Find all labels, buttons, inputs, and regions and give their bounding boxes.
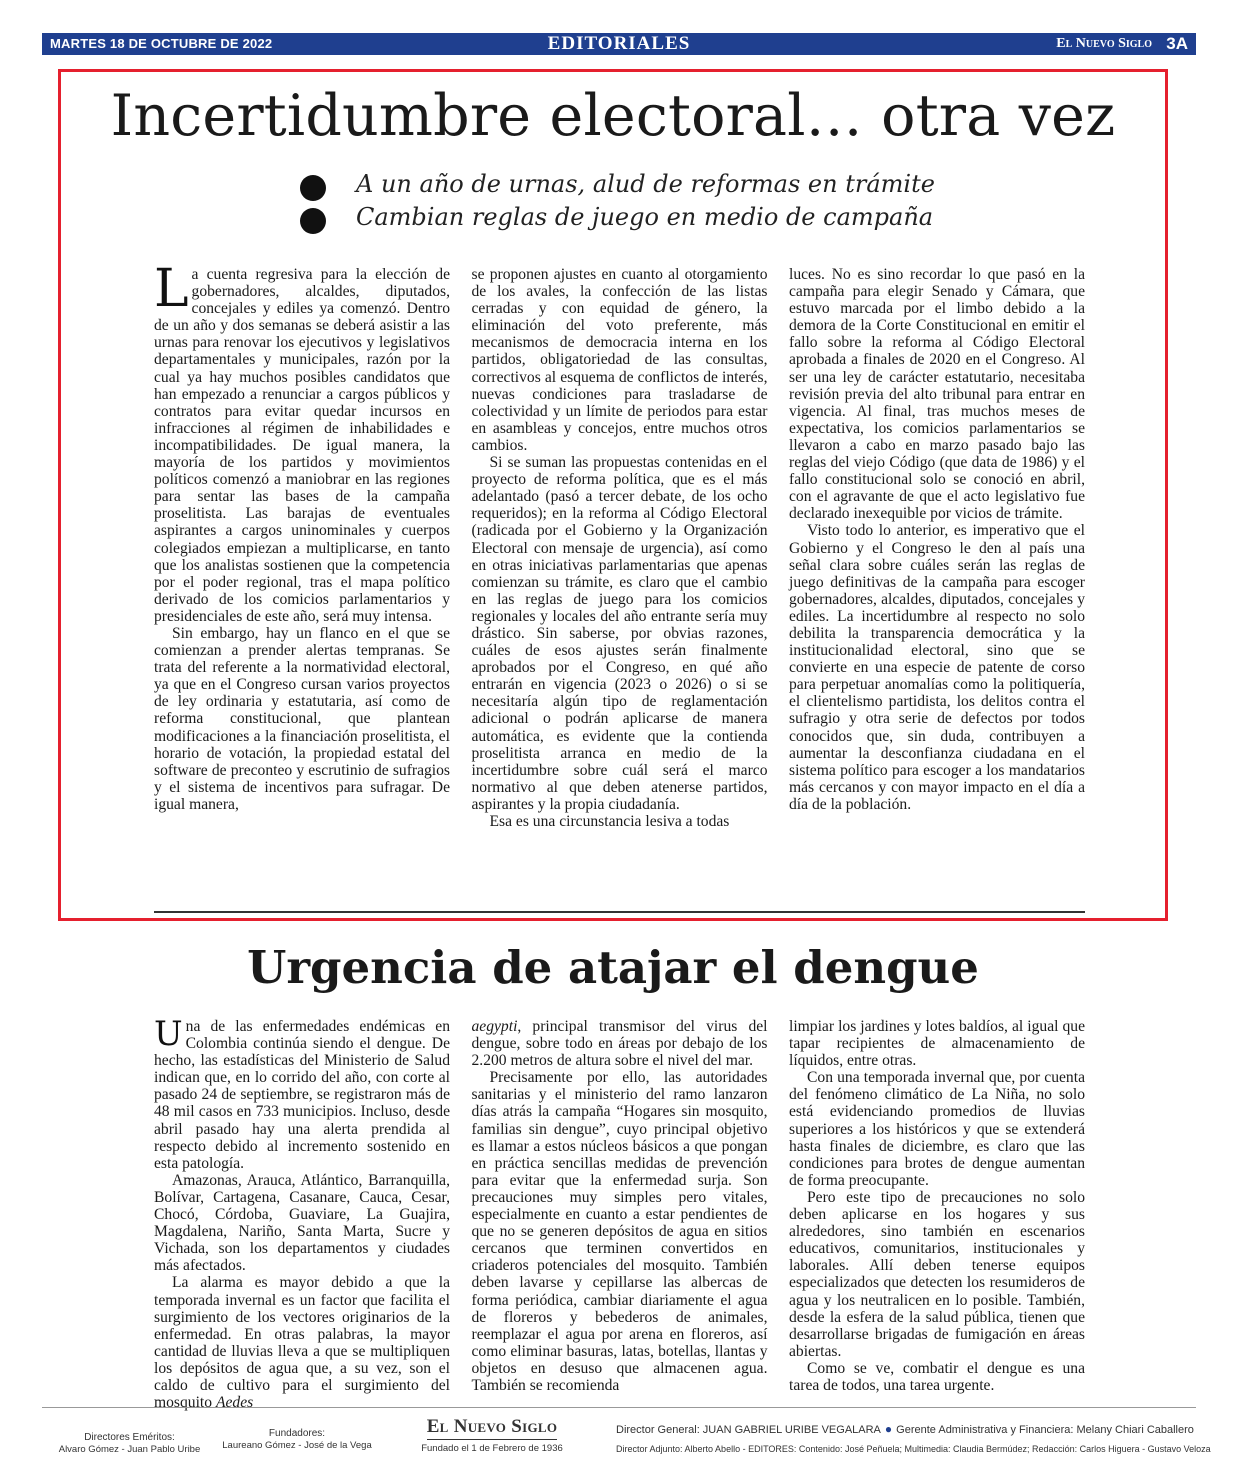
subhead-2-text: Cambian reglas de juego en medio de campaña bbox=[356, 203, 934, 231]
paragraph: Amazonas, Arauca, Atlántico, Barranquilla, Bolívar, Cartagena, Casanare, Cauca, Cesar, Chocó, Córdoba, Guaviare, La Guajira, Magdalena, Nariño, Santa Marta, Sucre y Vichada, son los departamentos y ciudades más afectados. bbox=[154, 1171, 450, 1275]
paragraph: limpiar los jardines y lotes baldíos, al igual que tapar recipientes de almacenamiento de líquidos, entre otras. bbox=[789, 1018, 1085, 1070]
editorial-1-column-1 bbox=[154, 259, 450, 891]
paragraph bbox=[472, 1018, 768, 1069]
emeritus-label: Directores Eméritos: bbox=[84, 1432, 175, 1443]
editorial-2-body bbox=[154, 1014, 1085, 1412]
paragraph: Precisamente por ello, las autoridades sanitarias y el ministerio del ramo lanzaron días atrás la campaña “Hogares sin mosquito, familias sin dengue”, cuyo principal objetivo es llamar a estos núcleos básicos a que pongan en práctica sencillas medidas de prevención para evitar que la enfermedad surja. Son precauciones muy simples pero vitales, especialmente en cuanto a estar pendientes de que no se generen depósitos de agua en sitios cercanos que terminen convertidos en criaderos potenciales del mosquito. También deben lavarse y cepillarse las albercas de forma periódica, cambiar diariamente el agua de floreros y bebederos de animales, reemplazar el agua por arena en floreros, así como eliminar basuras, latas, botellas, llantas y objetos en desuso que almacenen agua. También se recomienda bbox=[471, 1069, 768, 1394]
editorial-1-body bbox=[154, 259, 1085, 891]
founders-names: Laureano Gómez - José de la Vega bbox=[222, 1440, 372, 1451]
paragraph: Esa es una circunstancia lesiva a todas bbox=[489, 813, 730, 830]
editorial-1-column-2 bbox=[472, 266, 768, 891]
editorial-1-headline: Incertidumbre electoral… otra vez bbox=[110, 83, 1116, 149]
editorial-2-headline: Urgencia de atajar el dengue bbox=[247, 941, 979, 994]
staff-row-1 bbox=[616, 1420, 1196, 1440]
staff-credits bbox=[616, 1420, 1211, 1459]
paragraph: Visto todo lo anterior, es imperativo que el Gobierno y el Congreso le den al país una señal clara sobre cuáles serán las reglas de juego definitivas de la campaña para escoger gobernadores, alcaldes, diputados, concejales y ediles. La incertidumbre al respecto no solo debilita la transparencia democrática y la institucionalidad electoral, sino que se convierte en una especie de patente de corso para perpetuar anomalías como la politiquería, el clientelismo partidista, los delitos contra el sufragio y otra serie de defectos por todos conocidos que, sin duda, contribuyen a aumentar la desconfianza ciudadana en el sistema político para escoger a los mandatarios más cercanos y con mayor impacto en el día a día de la población. bbox=[789, 522, 1085, 813]
drop-cap: U bbox=[154, 1014, 183, 1054]
founders-label: Fundadores: bbox=[268, 1428, 326, 1439]
paragraph: luces. No es sino recordar lo que pasó en la campaña para elegir Senado y Cámara, que estuvo marcada por el limbo debido a la demora de la Corte Constitucional en emitir el fallo sobre la reforma al Código Electoral aprobada a finales de 2020 en el Congreso. Al ser una ley de carácter estatutario, necesitaba revisión previa del alto tribunal para entrar en vigencia. Al final, tras muchos meses de expectativa, los comicios parlamentarios se llevaron a cabo en marzo pasado bajo las reglas del viejo Código (que data de 1986) y el fallo constitucional solo se conoció en abril, con el agravante de que el acto legislativo fue declarado inexequible por vicios de trámite. bbox=[789, 266, 1085, 523]
paragraph: Pero este tipo de precauciones no solo deben aplicarse en los hogares y sus alrededores, sino también en escenarios educativos, comunitarios, institucionales y laborales. Allí deben tenerse equipos especializados que detecten los resumideros de agua y los neutralicen en lo posible. También, desde la esfera de la salud pública, tienen que desarrollarse brigadas de fumigación en áreas abiertas. bbox=[789, 1188, 1085, 1360]
editorial-2-column-3 bbox=[789, 1018, 1085, 1394]
subhead-1 bbox=[300, 168, 1000, 201]
masthead-footer bbox=[42, 1407, 1211, 1457]
paragraph: Sin embargo, hay un flanco en el que se comienzan a prender alertas tempranas. Se trata del referente a la normatividad electoral, ya que en el Congreso cursan varios proyectos de ley ordinaria y estatutaria, así como de reforma constitucional, que plantean modificaciones a la financiación proselitista, el horario de votación, la propiedad estatal del software de preconteo y escrutinio de sufragios y el sistema de incentivos para sufragar. De igual manera, bbox=[154, 624, 450, 813]
bullet-icon bbox=[300, 175, 326, 201]
director-general: Director General: JUAN GABRIEL URIBE VEGALARA bbox=[616, 1424, 881, 1436]
newspaper-name: El Nuevo Siglo bbox=[1056, 36, 1152, 51]
paragraph bbox=[154, 1274, 450, 1411]
editorial-2-column-2 bbox=[471, 1018, 768, 1394]
emeritus-directors bbox=[42, 1432, 217, 1456]
paragraph-text: , principal transmisor del virus del dengue, sobre todo en áreas por debajo de los 2.200 metros de altura sobre el nivel del mar. bbox=[471, 1018, 768, 1070]
paragraph: Con una temporada invernal que, por cuenta del fenómeno climático de La Niña, no solo está evidenciando promedios de lluvias superiores a los históricos y que se extenderá hasta finales de diciembre, es claro que las condiciones para brotes de dengue aumentan de forma preocupante. bbox=[789, 1069, 1085, 1189]
editorial-2-column-1 bbox=[154, 1014, 450, 1412]
bullet-icon bbox=[300, 208, 326, 234]
paragraph: Como se ve, combatir el dengue es una tarea de todos, una tarea urgente. bbox=[789, 1359, 1085, 1394]
staff-row-2: Director Adjunto: Alberto Abello - EDITORES: Contenido: José Peñuela; Multimedia: Claudia Bermúdez; Redacción: Carlos Higuera - Gustavo Veloza bbox=[616, 1444, 1211, 1454]
page-header-bar bbox=[42, 33, 1196, 55]
paragraph bbox=[154, 1014, 450, 1172]
paragraph: se proponen ajustes en cuanto al otorgamiento de los avales, la confección de las listas cerradas y con equidad de género, la eliminación del voto preferente, más mecanismos de democracia interna en los partidos, obligatoriedad de las consultas, correctivos al esquema de conflictos de interés, nuevas condiciones para trasladarse de colectividad y un límite de periodos para estar en asambleas y concejos, entre muchos otros cambios. bbox=[471, 266, 768, 454]
founders bbox=[222, 1428, 372, 1452]
emeritus-names: Alvaro Gómez - Juan Pablo Uribe bbox=[58, 1444, 201, 1455]
founding-date: Fundado el 1 de Febrero de 1936 bbox=[421, 1443, 563, 1454]
issue-date: MARTES 18 DE OCTUBRE DE 2022 bbox=[50, 36, 273, 51]
species-name: aegypti bbox=[471, 1018, 518, 1035]
paragraph-text: La alarma es mayor debido a que la temporada invernal es un factor que facilita el surgimiento de los vectores originarios de la enfermedad. En otras palabras, la mayor cantidad de lluvias lleva a que se multipliquen los depósitos de agua que, a su vez, son el caldo de cultivo para el surgimiento del mosquito bbox=[154, 1274, 450, 1412]
administrative-manager: Gerente Administrativa y Financiera: Melany Chiari Caballero bbox=[896, 1424, 1194, 1436]
paragraph: Si se suman las propuestas contenidas en el proyecto de reforma política, que es el más adelantado (pasó a tercer debate, de los ocho requeridos); en la reforma al Código Electoral (radicada por el Gobierno y la Organización Electoral con mensaje de urgencia), así como en otras iniciativas parlamentarias que apenas comienzan su trámite, es claro que el cambio en las reglas de juego para los comicios regionales y locales del año entrante sería muy drástico. Sin saberse, por obvias razones, cuáles de esos ajustes serán finalmente aprobados por el Congreso, en qué año entrarán en vigencia (2023 o 2026) o si se necesitaría algún tipo de reglamentación adicional o podrán aplicarse de manera automática, es evidente que la contienda proselitista arranca en medio de la incertidumbre sobre cuál será el marco normativo al que deben atenerse partidos, aspirantes y la propia ciudadanía. bbox=[471, 454, 768, 813]
paragraph bbox=[154, 259, 450, 625]
editorial-1-column-3 bbox=[789, 266, 1085, 891]
editorial-1-subheads bbox=[300, 168, 1000, 234]
drop-cap: L bbox=[154, 259, 189, 319]
section-divider bbox=[154, 911, 1085, 913]
subhead-1-text: A un año de urnas, alud de reformas en trámite bbox=[356, 170, 935, 198]
paragraph-text: a cuenta regresiva para la elección de gobernadores, alcaldes, diputados, concejales y ediles ya comenzó. Dentro de un año y dos semanas se deberá asistir a las urnas para renovar los ejecutivos y legislativos departamentales y municipales, razón por la cual ya hay muchos posibles candidatos que han empezado a renunciar a cargos públicos y contratos para evitar quedar incursos en infracciones al régimen de inhabilidades e incompatibilidades. De igual manera, la mayoría de los partidos y movimientos políticos comenzó a maniobrar en las regiones para sentar las bases de la campaña proselitista. Las barajas de eventuales aspirantes a cargos uninominales y cuerpos colegiados empiezan a multiplicarse, en tanto que los analistas sostienen que la competencia por el poder regional, tras el mapa político derivado de los comicios parlamentarios y presidenciales de este año, será muy intensa. bbox=[154, 266, 450, 625]
paragraph-text: na de las enfermedades endémicas en Colombia continúa siendo el dengue. De hecho, las estadísticas del Ministerio de Salud indican que, en lo corrido del año, con corte al pasado 24 de septiembre, se registraron más de 48 mil casos en 733 municipios. Incluso, desde abril pasado hay una alerta prendida al respecto debido al incremento sostenido en esta patología. bbox=[154, 1018, 450, 1172]
page-number: 3A bbox=[1166, 34, 1188, 53]
section-title: EDITORIALES bbox=[547, 33, 691, 54]
logo-text: El Nuevo Siglo bbox=[427, 1416, 558, 1440]
bullet-icon: ● bbox=[884, 1422, 893, 1436]
newspaper-logo bbox=[402, 1416, 582, 1454]
species-name: Aedes bbox=[215, 1394, 254, 1412]
subhead-2 bbox=[300, 201, 1000, 234]
